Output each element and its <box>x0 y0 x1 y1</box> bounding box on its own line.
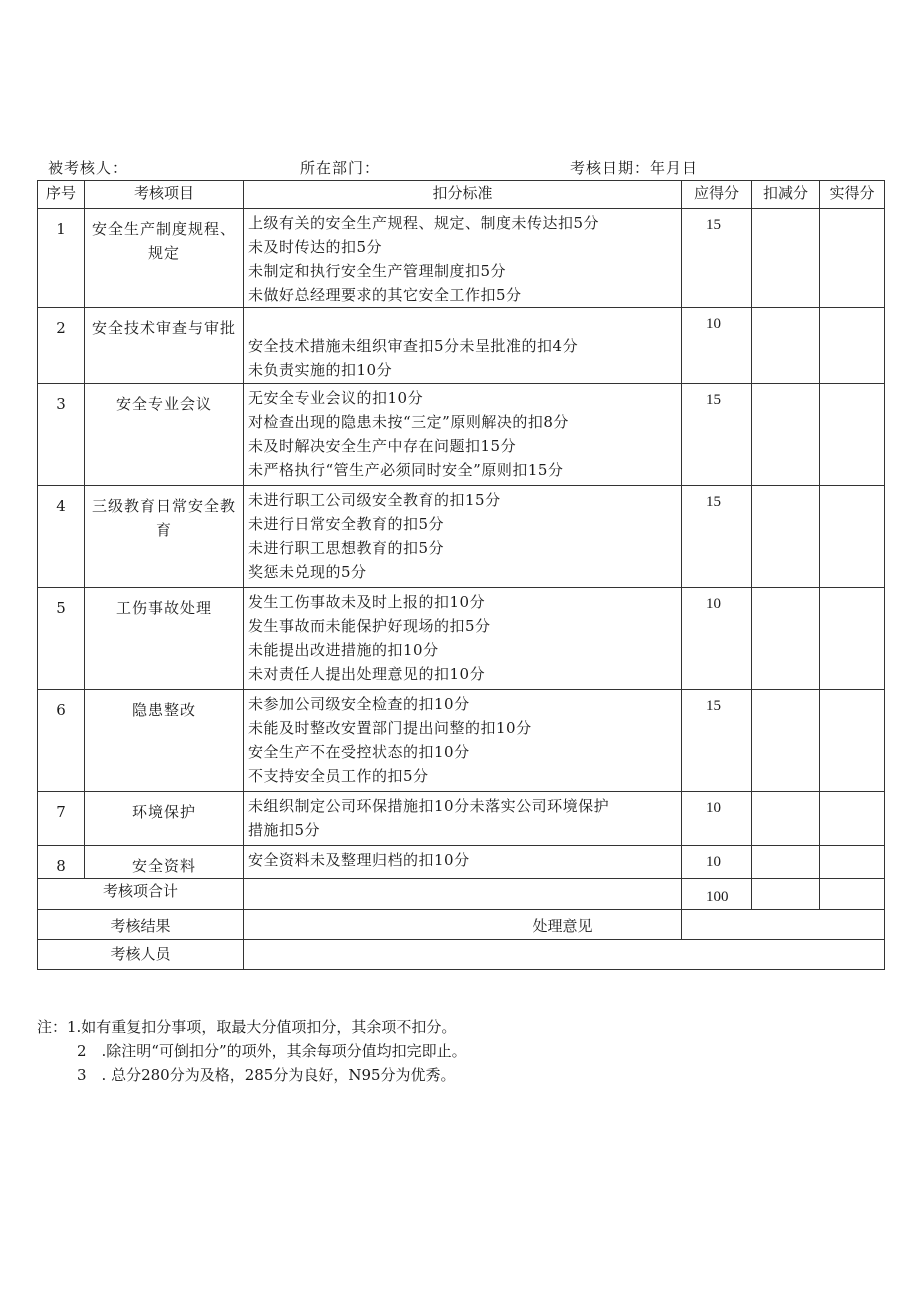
row-actual-cell[interactable] <box>820 486 885 588</box>
criteria-line: 未做好总经理要求的其它安全工作扣5分 <box>248 286 522 304</box>
row-deduction-cell[interactable] <box>752 846 820 879</box>
total-row <box>38 879 885 910</box>
col-header-deduction: 扣减分 <box>752 181 820 209</box>
criteria-line: 未负责实施的扣10分 <box>248 361 393 379</box>
row-number: 4 <box>38 486 85 588</box>
note-3: 3 . 总分280分为及格，285分为良好，N95分为优秀。 <box>77 1066 456 1084</box>
table-row <box>38 846 885 879</box>
criteria-line: 对检查出现的隐患未按“三定”原则解决的扣8分 <box>248 413 569 431</box>
staff-cell[interactable] <box>244 940 885 970</box>
table-row <box>38 209 885 308</box>
staff-label: 考核人员 <box>38 940 244 970</box>
row-points: 10 <box>682 846 752 879</box>
row-criteria <box>244 209 682 308</box>
table-row <box>38 308 885 384</box>
row-criteria <box>244 846 682 879</box>
row-item: 三级教育日常安全教育 <box>85 486 244 588</box>
table-header-row <box>38 181 885 209</box>
row-points: 10 <box>682 588 752 690</box>
row-number: 5 <box>38 588 85 690</box>
row-number: 2 <box>38 308 85 384</box>
criteria-line: 安全资料未及整理归档的扣10分 <box>248 851 470 869</box>
staff-row <box>38 940 885 970</box>
criteria-line: 不支持安全员工作的扣5分 <box>248 767 429 785</box>
row-criteria <box>244 588 682 690</box>
row-deduction-cell[interactable] <box>752 792 820 846</box>
total-points: 100 <box>682 879 752 910</box>
criteria-line: 未能及时整改安置部门提出问整的扣10分 <box>248 719 532 737</box>
criteria-line <box>248 310 677 334</box>
department-label: 所在部门： <box>300 159 381 177</box>
criteria-line: 未及时传达的扣5分 <box>248 238 383 256</box>
col-header-points: 应得分 <box>682 181 752 209</box>
col-header-criteria: 扣分标准 <box>244 181 682 209</box>
row-criteria <box>244 384 682 486</box>
criteria-line: 未进行职工公司级安全教育的扣15分 <box>248 491 501 509</box>
row-points: 15 <box>682 690 752 792</box>
criteria-line: 未组织制定公司环保措施扣10分未落实公司环境保护 <box>248 797 610 815</box>
row-deduction-cell[interactable] <box>752 209 820 308</box>
total-criteria-cell[interactable] <box>244 879 682 910</box>
opinion-cell[interactable] <box>682 910 885 940</box>
row-item: 安全专业会议 <box>85 384 244 486</box>
row-item: 安全技术审查与审批 <box>85 308 244 384</box>
table-row <box>38 384 885 486</box>
row-number: 3 <box>38 384 85 486</box>
total-label: 考核项合计 <box>38 879 244 910</box>
row-item: 安全资料 <box>85 846 244 879</box>
row-criteria <box>244 792 682 846</box>
table-row <box>38 588 885 690</box>
table-body <box>38 209 885 879</box>
row-item: 工伤事故处理 <box>85 588 244 690</box>
row-item: 环境保护 <box>85 792 244 846</box>
row-actual-cell[interactable] <box>820 846 885 879</box>
row-criteria <box>244 486 682 588</box>
criteria-line: 奖惩未兑现的5分 <box>248 563 367 581</box>
note-2: 2 .除注明“可倒扣分”的项外，其余每项分值均扣完即止。 <box>77 1042 467 1060</box>
total-deduction-cell[interactable] <box>752 879 820 910</box>
criteria-line: 措施扣5分 <box>248 821 321 839</box>
row-actual-cell[interactable] <box>820 588 885 690</box>
note-1: 注：1.如有重复扣分事项，取最大分值项扣分，其余项不扣分。 <box>37 1018 457 1036</box>
table-row <box>38 792 885 846</box>
criteria-line: 未及时解决安全生产中存在问题扣15分 <box>248 437 517 455</box>
row-number: 1 <box>38 209 85 308</box>
notes <box>37 1015 467 1087</box>
row-actual-cell[interactable] <box>820 209 885 308</box>
total-actual-cell[interactable] <box>820 879 885 910</box>
opinion-label: 处理意见 <box>244 910 682 940</box>
criteria-line: 上级有关的安全生产规程、规定、制度未传达扣5分 <box>248 214 600 232</box>
row-number: 7 <box>38 792 85 846</box>
row-actual-cell[interactable] <box>820 690 885 792</box>
criteria-line: 未制定和执行安全生产管理制度扣5分 <box>248 262 507 280</box>
row-points: 10 <box>682 792 752 846</box>
table-row <box>38 690 885 792</box>
date-label: 考核日期：年月日 <box>570 159 699 177</box>
row-item: 隐患整改 <box>85 690 244 792</box>
col-header-item: 考核项目 <box>85 181 244 209</box>
row-actual-cell[interactable] <box>820 792 885 846</box>
row-number: 6 <box>38 690 85 792</box>
result-row <box>38 910 885 940</box>
row-actual-cell[interactable] <box>820 384 885 486</box>
criteria-line: 发生工伤事故未及时上报的扣10分 <box>248 593 486 611</box>
result-label: 考核结果 <box>38 910 244 940</box>
row-points: 15 <box>682 209 752 308</box>
row-deduction-cell[interactable] <box>752 588 820 690</box>
criteria-line: 安全技术措施未组织审查扣5分未呈批准的扣4分 <box>248 337 579 355</box>
criteria-line: 未对责任人提出处理意见的扣10分 <box>248 665 486 683</box>
criteria-line: 未进行日常安全教育的扣5分 <box>248 515 445 533</box>
row-points: 15 <box>682 384 752 486</box>
row-actual-cell[interactable] <box>820 308 885 384</box>
row-item: 安全生产制度规程、规定 <box>85 209 244 308</box>
criteria-line: 未参加公司级安全检查的扣10分 <box>248 695 470 713</box>
row-criteria <box>244 690 682 792</box>
row-deduction-cell[interactable] <box>752 384 820 486</box>
criteria-line: 无安全专业会议的扣10分 <box>248 389 424 407</box>
criteria-line: 未能提出改进措施的扣10分 <box>248 641 439 659</box>
row-deduction-cell[interactable] <box>752 690 820 792</box>
row-number: 8 <box>38 846 85 879</box>
criteria-line: 未进行职工思想教育的扣5分 <box>248 539 445 557</box>
criteria-line: 安全生产不在受控状态的扣10分 <box>248 743 470 761</box>
col-header-no: 序号 <box>38 181 85 209</box>
row-points: 15 <box>682 486 752 588</box>
col-header-actual: 实得分 <box>820 181 885 209</box>
examinee-label: 被考核人： <box>48 159 129 177</box>
row-points: 10 <box>682 308 752 384</box>
criteria-line: 未严格执行“管生产必须同时安全”原则扣15分 <box>248 461 564 479</box>
row-criteria <box>244 308 682 384</box>
row-deduction-cell[interactable] <box>752 308 820 384</box>
criteria-line: 发生事故而未能保护好现场的扣5分 <box>248 617 491 635</box>
row-deduction-cell[interactable] <box>752 486 820 588</box>
assessment-table <box>37 180 885 970</box>
table-row <box>38 486 885 588</box>
